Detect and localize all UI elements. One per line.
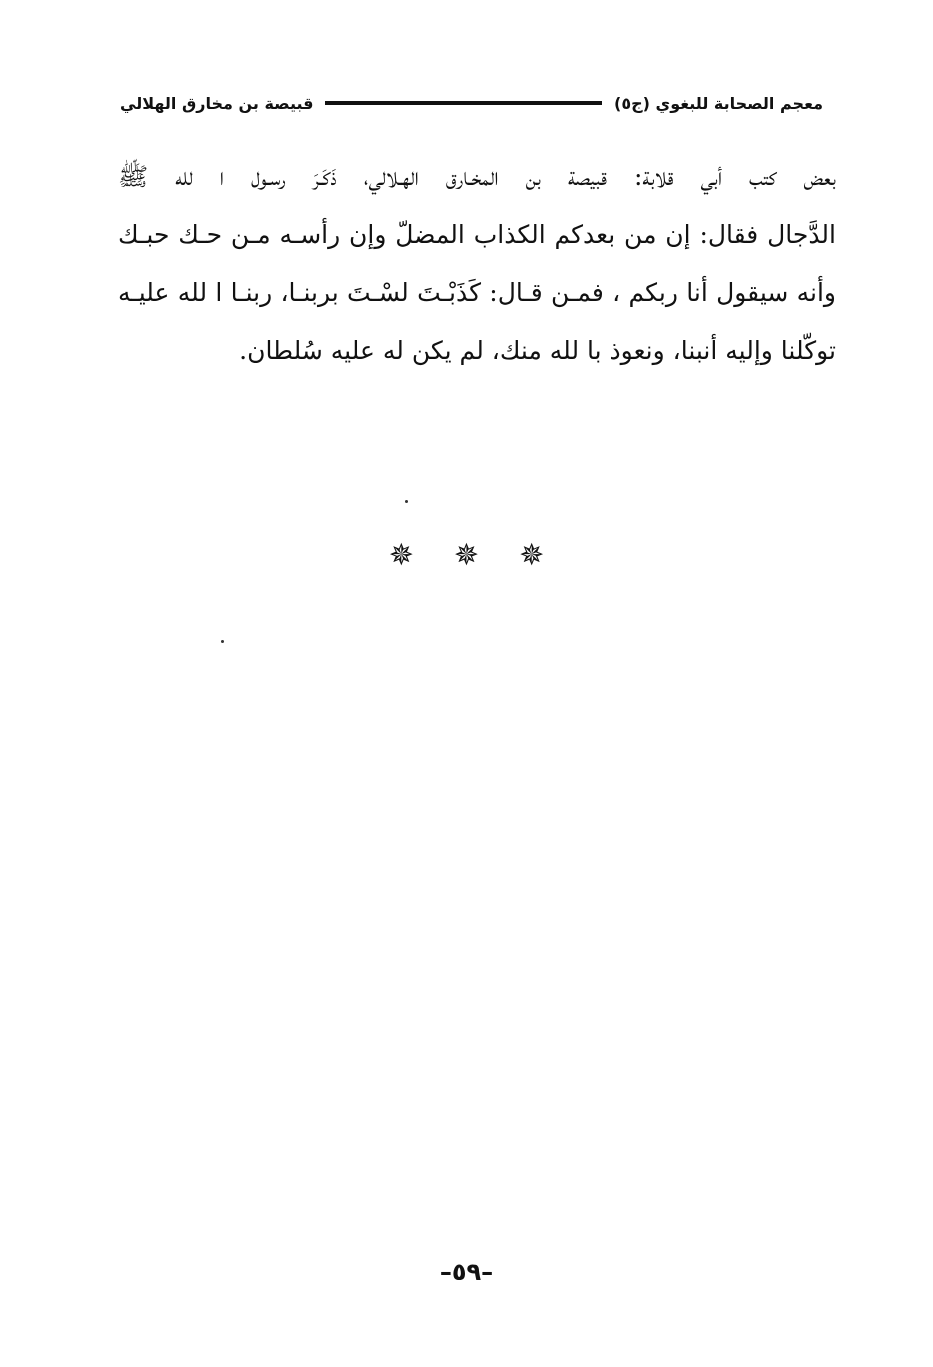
section-divider [0, 538, 933, 574]
scan-speck [221, 640, 224, 643]
header-rule [325, 101, 602, 105]
entry-title: قبيصة بن مخارق الهلالي [120, 93, 314, 113]
body-line-1: بعض كتب أبي قلابة: قبيصة بن المخـارق الهـلالي، ذَكَـرَ رسـول ا لله ﷺ [118, 162, 836, 191]
scan-speck [405, 500, 408, 503]
body-text [118, 148, 836, 380]
body-line-3: وأنه سيقول أنا ربكم ، فمـن قـال: كَذَبْـتَ لسْـتَ بربنـا، ربنـا ا لله عليـه [118, 278, 836, 307]
running-header [120, 88, 823, 118]
star-ornament-icon: ✵ [388, 538, 414, 573]
book-title: معجم الصحابة للبغوي (ج٥) [614, 93, 823, 113]
star-ornament-icon: ✵ [453, 538, 480, 573]
page-number: –٥٩– [439, 1258, 494, 1286]
body-line-2: الدَّجال فقال: إن من بعدكم الكذاب المضلّ وإن رأسـه مـن حـك حبـك [118, 220, 836, 249]
body-line-4: توكّلنا وإليه أنبنا، ونعوذ با لله منك، لم يكن له عليه سُلطان. [239, 336, 836, 365]
star-ornament-icon: ✵ [519, 538, 545, 573]
